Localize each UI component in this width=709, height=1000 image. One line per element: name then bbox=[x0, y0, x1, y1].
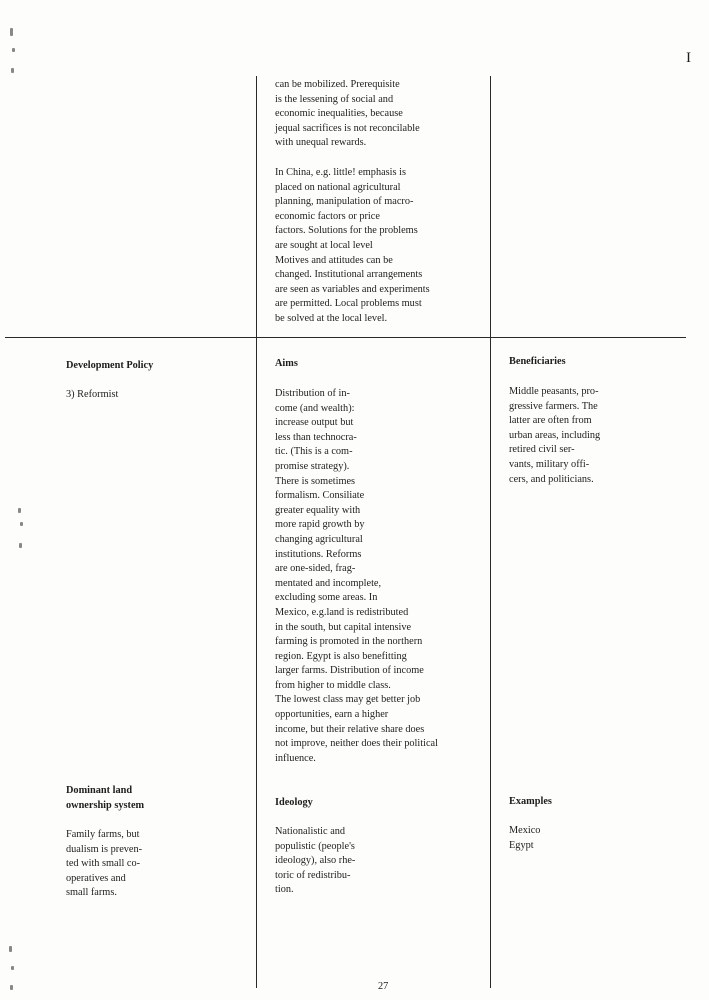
scan-mark bbox=[18, 508, 21, 513]
top-paragraph-2: In China, e.g. little! emphasis is placed on national agricultural planning, manipulation of macro- economic factors or price factors. Solutions for the problems are sought at local level Motives and attitudes can be changed. Institutional arrangements are seen as variables and experiments are permitted. Local problems must be solved at the local level. bbox=[275, 167, 430, 324]
scan-mark bbox=[11, 966, 14, 970]
top-paragraph-1: can be mobilized. Prerequisite is the lessening of social and economic inequalities, because jequal sacrifices is not reconcilable with unequal rewards. bbox=[275, 79, 420, 149]
scan-mark bbox=[9, 946, 12, 952]
scan-mark bbox=[20, 522, 23, 526]
ideology-text: Nationalistic and populistic (people's ideology), also rhe- toric of redistribu- tion. bbox=[275, 826, 356, 896]
land-ownership-text: Family farms, but dualism is preven- ted with small co- operatives and small farms. bbox=[66, 829, 143, 899]
examples-heading: Examples bbox=[509, 796, 552, 807]
reformist-item: 3) Reformist bbox=[66, 389, 119, 400]
scan-mark bbox=[10, 985, 13, 990]
scan-mark bbox=[10, 28, 13, 36]
scan-mark bbox=[19, 543, 22, 548]
land-ownership-heading: Dominant land ownership system bbox=[66, 785, 145, 811]
aims-text: Distribution of in- come (and wealth): increase output but less than technocra- tic. (This is a com- promise strategy). There is sometimes formalism. Consiliate greater equality with more rapid growth by changing agricultural institutions. Reforms are one-sided, frag- mentated and incomplete, excluding some areas. In Mexico, e.g.land is redistributed in the south, but capital intensive farming is promoted in the northern region. Egypt is also benefitting larger farms. Distribution of income from higher to middle class. The lowest class may get better job opportunities, earn a higher income, but their relative share does not improve, neither does their political influence. bbox=[275, 388, 438, 764]
page-number: 27 bbox=[378, 981, 389, 992]
beneficiaries-heading: Beneficiaries bbox=[509, 356, 566, 367]
aims-heading: Aims bbox=[275, 358, 298, 369]
scan-mark bbox=[12, 48, 15, 52]
column-divider-right bbox=[490, 76, 491, 988]
beneficiaries-text: Middle peasants, pro- gressive farmers. The latter are often from urban areas, including retired civil ser- vants, military offi- cers, and politicians. bbox=[509, 386, 601, 485]
ideology-heading: Ideology bbox=[275, 797, 313, 808]
corner-mark: I bbox=[686, 50, 691, 66]
development-policy-heading: Development Policy bbox=[66, 360, 154, 371]
row-divider bbox=[5, 337, 686, 338]
examples-text: Mexico Egypt bbox=[509, 825, 541, 851]
column-divider-left bbox=[256, 76, 257, 988]
scan-mark bbox=[11, 68, 14, 73]
